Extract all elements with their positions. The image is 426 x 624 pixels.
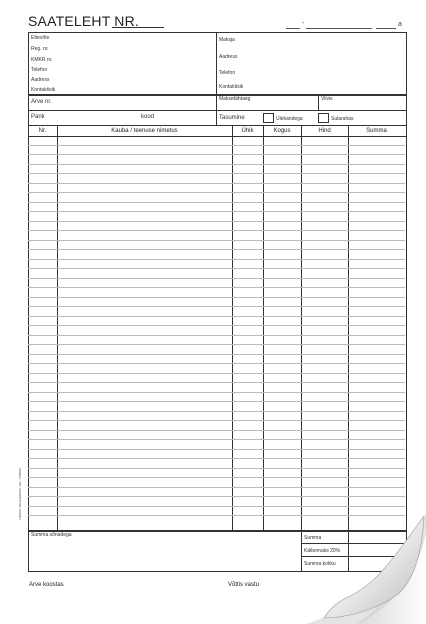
penalty-label: Viivis — [321, 96, 333, 102]
date-month-line[interactable] — [306, 28, 372, 29]
seller-reg-label: Reg. nr. — [31, 46, 49, 52]
col-header-sum: Summa — [366, 128, 387, 134]
date-separator: - — [302, 20, 305, 27]
due-date-label: Maksetähtaeg — [219, 96, 251, 102]
seller-contact-label: Kontaktisik — [31, 87, 56, 93]
table-rows — [28, 136, 405, 516]
bank-label: Pank — [31, 114, 45, 120]
seller-address-label: Aadress — [31, 77, 50, 83]
seller-company-label: Ettevõte — [31, 35, 50, 41]
table-row[interactable] — [28, 241, 405, 251]
compiled-by-label: Arve koostas — [29, 582, 64, 588]
table-row[interactable] — [28, 165, 405, 175]
date-year-suffix: a — [398, 21, 402, 28]
col-header-unit: Ühik — [241, 128, 254, 134]
table-row[interactable] — [28, 497, 405, 507]
table-row[interactable] — [28, 184, 405, 194]
vat-label: Käibemaks 20% — [304, 548, 341, 554]
table-row[interactable] — [28, 155, 405, 165]
sum-label: Summa — [304, 535, 322, 541]
seller-phone-label: Telefon — [31, 67, 48, 73]
seller-kmkr-label: KMKR nr. — [31, 57, 53, 63]
buyer-address-label: Aadress — [219, 54, 238, 60]
table-row[interactable] — [28, 250, 405, 260]
table-row[interactable] — [28, 136, 405, 146]
table-row[interactable] — [28, 469, 405, 479]
table-row[interactable] — [28, 364, 405, 374]
col-header-price: Hind — [318, 128, 331, 134]
received-by-label: Võttis vastu — [228, 582, 260, 588]
table-row[interactable] — [28, 203, 405, 213]
table-row[interactable] — [28, 326, 405, 336]
table-row[interactable] — [28, 260, 405, 270]
table-row[interactable] — [28, 412, 405, 422]
table-row[interactable] — [28, 288, 405, 298]
page-curl-graphic — [286, 514, 426, 624]
col-header-nr: Nr. — [38, 128, 47, 134]
table-row[interactable] — [28, 393, 405, 403]
table-row[interactable] — [28, 478, 405, 488]
payment-label: Tasumine — [219, 115, 245, 121]
buyer-contact-label: Kontaktisik — [219, 84, 244, 90]
transfer-label: Ülekandega — [276, 116, 303, 122]
col-header-name: Kauba / teenuse nimetus — [111, 128, 178, 134]
buyer-payer-label: Maksja — [219, 37, 235, 43]
table-row[interactable] — [28, 431, 405, 441]
table-row[interactable] — [28, 459, 405, 469]
transfer-checkbox[interactable] — [263, 113, 274, 123]
table-row[interactable] — [28, 146, 405, 156]
table-row[interactable] — [28, 298, 405, 308]
invoice-number-line[interactable] — [112, 27, 164, 28]
details-row-line — [28, 110, 406, 111]
parties-divider — [216, 32, 217, 95]
table-row[interactable] — [28, 212, 405, 222]
table-row[interactable] — [28, 402, 405, 412]
table-row[interactable] — [28, 336, 405, 346]
table-row[interactable] — [28, 222, 405, 232]
invoice-nr-label: Arve nr. — [31, 99, 52, 105]
table-row[interactable] — [28, 231, 405, 241]
table-row[interactable] — [28, 374, 405, 384]
table-row[interactable] — [28, 450, 405, 460]
table-row[interactable] — [28, 279, 405, 289]
table-row[interactable] — [28, 440, 405, 450]
date-day-line[interactable] — [286, 28, 300, 29]
table-row[interactable] — [28, 307, 405, 317]
buyer-phone-label: Telefon — [219, 70, 236, 76]
table-row[interactable] — [28, 421, 405, 431]
table-row[interactable] — [28, 488, 405, 498]
col-header-qty: Kogus — [273, 128, 291, 134]
sum-words-label: Summa sõnadega — [31, 532, 72, 538]
table-row[interactable] — [28, 193, 405, 203]
table-row[interactable] — [28, 269, 405, 279]
table-row[interactable] — [28, 345, 405, 355]
cash-checkbox[interactable] — [318, 113, 329, 123]
form-title: SAATELEHT NR. — [28, 13, 139, 29]
cash-label: Sularahas — [331, 116, 354, 122]
table-row[interactable] — [28, 383, 405, 393]
penalty-divider — [318, 94, 319, 110]
parties-box — [28, 32, 407, 96]
date-year-line[interactable] — [376, 28, 396, 29]
table-row[interactable] — [28, 355, 405, 365]
table-row[interactable] — [28, 317, 405, 327]
bank-code-label: kood — [141, 114, 155, 120]
printer-imprint: TRÜKIS. BALSAMEDIA, TEL. 7465807 — [18, 467, 22, 520]
total-label: Summa kokku — [304, 561, 336, 567]
table-row[interactable] — [28, 174, 405, 184]
